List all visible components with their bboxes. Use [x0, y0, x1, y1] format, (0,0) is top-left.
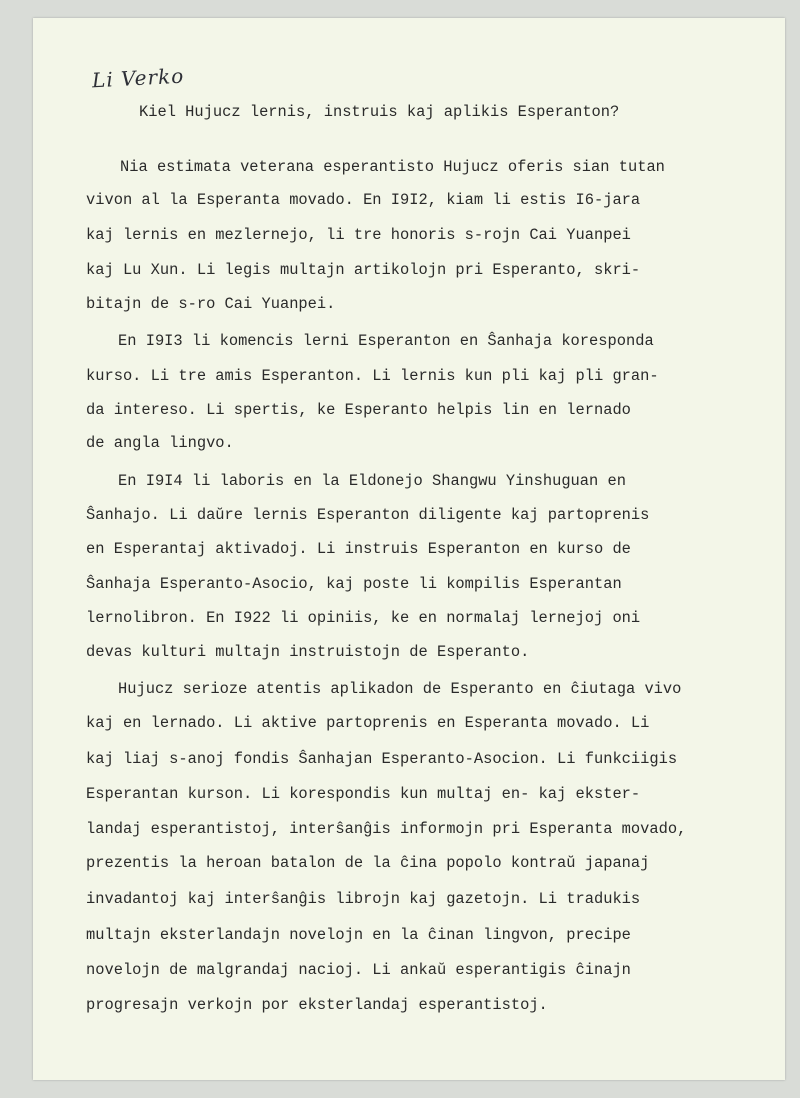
handwritten-annotation: Li Verko [91, 63, 185, 93]
paragraph-4-line-5: landaj esperantistoj, interŝanĝis informojn pri Esperanta movado, [86, 820, 687, 838]
paragraph-4-line-10: progresajn verkojn por eksterlandaj esperantistoj. [86, 996, 548, 1014]
paragraph-3-line-1: En I9I4 li laboris en la Eldonejo Shangwu Yinshuguan en [118, 472, 626, 490]
paragraph-4-line-8: multajn eksterlandajn novelojn en la ĉinan lingvon, precipe [86, 926, 631, 944]
paragraph-4-line-6: prezentis la heroan batalon de la ĉina popolo kontraŭ japanaj [86, 854, 650, 872]
paragraph-3-line-4: Ŝanhaja Esperanto-Asocio, kaj poste li kompilis Esperantan [86, 575, 622, 593]
paragraph-3-line-3: en Esperantaj aktivadoj. Li instruis Esperanton en kurso de [86, 540, 631, 558]
paragraph-3-line-6: devas kulturi multajn instruistojn de Esperanto. [86, 643, 530, 661]
paragraph-3-line-5: lernolibron. En I922 li opiniis, ke en normalaj lernejoj oni [86, 609, 641, 627]
paragraph-3-line-2: Ŝanhajo. Li daŭre lernis Esperanton diligente kaj partoprenis [86, 506, 650, 524]
paragraph-2-line-2: kurso. Li tre amis Esperanton. Li lernis kun pli kaj pli gran- [86, 367, 659, 385]
paragraph-2-line-3: da intereso. Li spertis, ke Esperanto helpis lin en lernado [86, 401, 631, 419]
paragraph-4-line-1: Hujucz serioze atentis aplikadon de Esperanto en ĉiutaga vivo [118, 680, 682, 698]
paragraph-2-line-4: de angla lingvo. [86, 434, 234, 452]
paragraph-4-line-3: kaj liaj s-anoj fondis Ŝanhajan Esperanto-Asocion. Li funkciigis [86, 750, 678, 768]
document-title: Kiel Hujucz lernis, instruis kaj aplikis Esperanton? [139, 103, 620, 121]
paragraph-4-line-9: novelojn de malgrandaj nacioj. Li ankaŭ esperantigis ĉinajn [86, 961, 631, 979]
paragraph-2-line-1: En I9I3 li komencis lerni Esperanton en Ŝanhaja koresponda [118, 332, 654, 350]
paragraph-1-line-4: kaj Lu Xun. Li legis multajn artikolojn pri Esperanto, skri- [86, 261, 641, 279]
paragraph-1-line-5: bitajn de s-ro Cai Yuanpei. [86, 295, 336, 313]
paragraph-1-line-2: vivon al la Esperanta movado. En I9I2, kiam li estis I6-jara [86, 191, 641, 209]
paragraph-1-line-1: Nia estimata veterana esperantisto Hujucz oferis sian tutan [120, 158, 665, 176]
paragraph-4-line-2: kaj en lernado. Li aktive partoprenis en Esperanta movado. Li [86, 714, 650, 732]
paragraph-1-line-3: kaj lernis en mezlernejo, li tre honoris s-rojn Cai Yuanpei [86, 226, 631, 244]
paragraph-4-line-7: invadantoj kaj interŝanĝis librojn kaj gazetojn. Li tradukis [86, 890, 641, 908]
paragraph-4-line-4: Esperantan kurson. Li korespondis kun multaj en- kaj ekster- [86, 785, 641, 803]
